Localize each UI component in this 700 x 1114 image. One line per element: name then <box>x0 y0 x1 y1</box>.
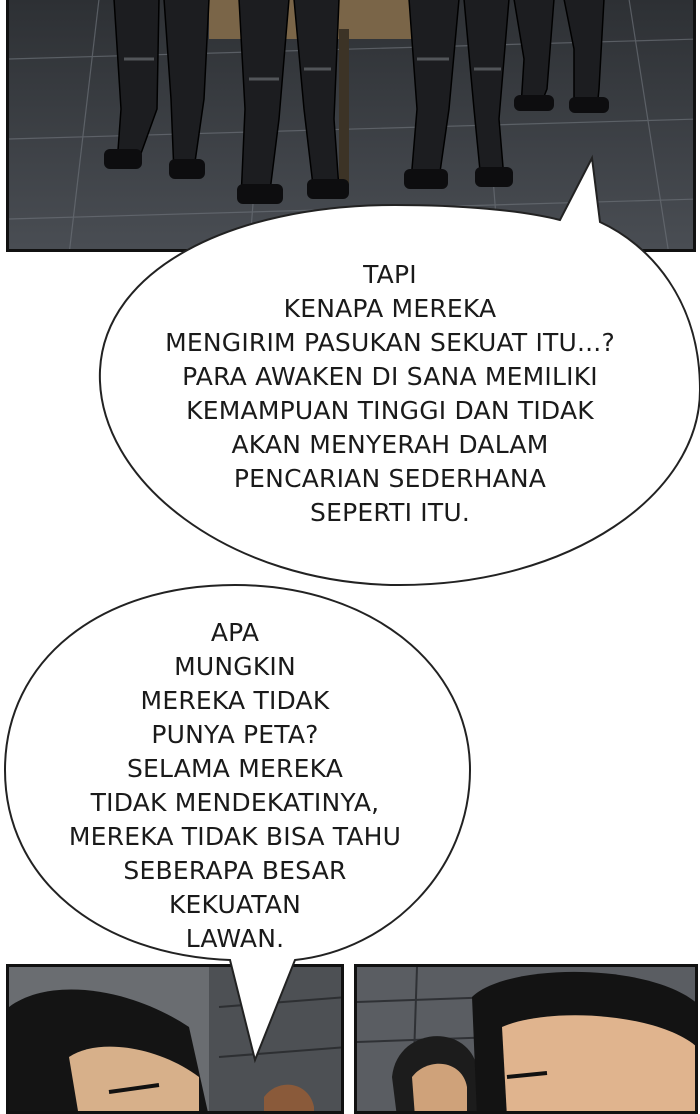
speech-bubble-2-text <box>30 616 440 956</box>
bubble2-line: PUNYA PETA? <box>151 720 319 749</box>
bubble2-line: MEREKA TIDAK BISA TAHU <box>68 822 402 851</box>
bubble2-line: SELAMA MEREKA <box>126 754 344 783</box>
bubble2-line: LAWAN. <box>185 924 285 953</box>
bubble1-line: KENAPA MEREKA <box>283 294 497 323</box>
bubble2-line: KEKUATAN <box>168 890 302 919</box>
bubble1-line: AKAN MENYERAH DALAM <box>231 430 549 459</box>
bubble1-line: MENGIRIM PASUKAN SEKUAT ITU...? <box>165 328 615 357</box>
bubble2-line: SEBERAPA BESAR <box>123 856 347 885</box>
speech-bubble-1-text <box>130 258 650 530</box>
bubble2-line: TIDAK MENDEKATINYA, <box>90 788 380 817</box>
bubble2-line: MUNGKIN <box>174 652 296 681</box>
bubble2-line: MEREKA TIDAK <box>140 686 330 715</box>
bubble2-line: APA <box>210 618 260 647</box>
bubble1-line: TAPI <box>363 260 417 289</box>
bubble1-line: SEPERTI ITU. <box>310 498 470 527</box>
bubble1-line: PARA AWAKEN DI SANA MEMILIKI <box>182 362 598 391</box>
bubble1-line: PENCARIAN SEDERHANA <box>233 464 547 493</box>
bubble1-line: KEMAMPUAN TINGGI DAN TIDAK <box>186 396 594 425</box>
